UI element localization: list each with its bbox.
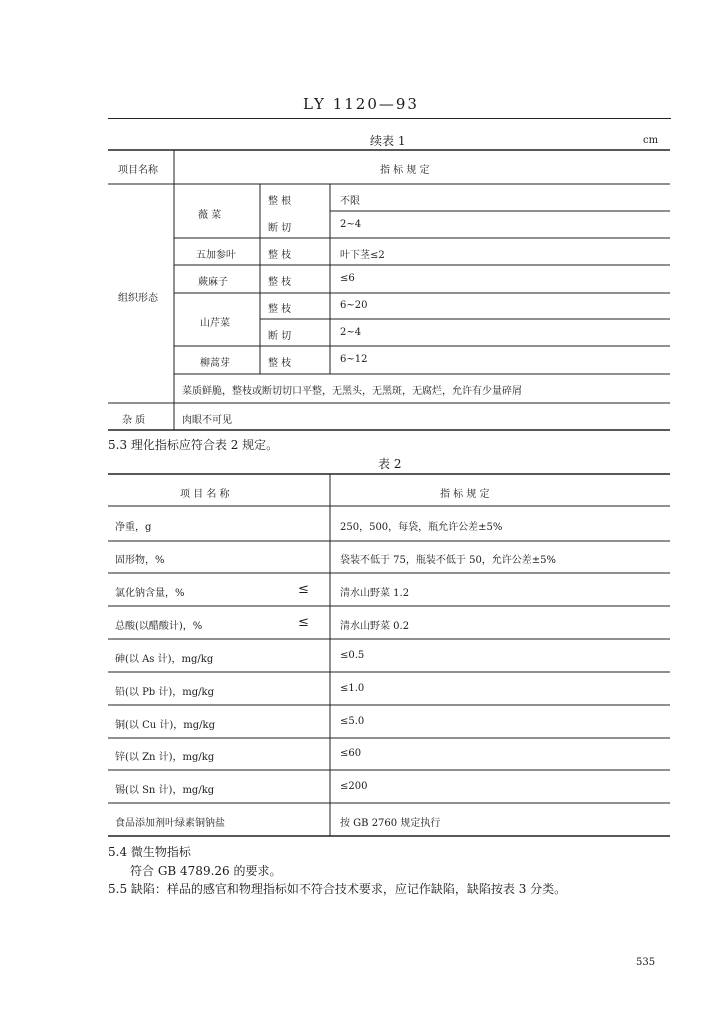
table1-row-value: 2~4: [340, 219, 362, 230]
table1-row-part: 断 切: [268, 331, 292, 342]
table1-unit: cm: [643, 135, 659, 146]
table2-caption: 表 2: [378, 457, 402, 471]
table2-row-item: 铜(以 Cu 计)，mg/kg: [115, 720, 215, 731]
table1-impurity-value: 肉眼不可见: [182, 415, 232, 426]
table1-row-part: 断 切: [268, 223, 292, 234]
table2-row-spec: ≤0.5: [340, 650, 365, 661]
table2-row-spec: 袋装不低于 75，瓶装不低于 50，允许公差±5%: [340, 555, 557, 566]
table1-row-value: 叶下茎≤2: [340, 250, 385, 261]
table2-row-symbol: ≤: [298, 615, 309, 630]
table1-row-value: 6~12: [340, 354, 368, 365]
section-5-4-text: 符合 GB 4789.26 的要求。: [130, 864, 282, 878]
section-5-3: 5.3 理化指标应符合表 2 规定。: [108, 438, 279, 452]
table2-row-item: 砷(以 As 计)，mg/kg: [115, 654, 214, 665]
table1-row-value: 2~4: [340, 327, 362, 338]
table1-caption: 续表 1: [370, 134, 406, 148]
table2-row-spec: 清水山野菜 0.2: [340, 621, 410, 632]
table1-row-value: 6~20: [340, 300, 368, 311]
table2-row-item: 锡(以 Sn 计)，mg/kg: [115, 785, 215, 796]
table2-row-item: 固形物，%: [115, 555, 165, 566]
table1-row-part: 整 枝: [268, 277, 292, 288]
table1-col-item: 项目名称: [118, 165, 158, 176]
table2-row-item: 氯化钠含量，%: [115, 588, 185, 599]
table2-row-item: 锌(以 Zn 计)，mg/kg: [115, 752, 215, 763]
table1-note: 菜质鲜脆，整枝或断切切口平整，无黑头，无黑斑，无腐烂，允许有少量碎屑: [182, 386, 522, 397]
table2-row-item: 净重，g: [115, 522, 152, 533]
table2-row-spec: ≤5.0: [340, 716, 365, 727]
table2-row-spec: 清水山野菜 1.2: [340, 588, 410, 599]
table2-row-item: 食品添加剂叶绿素铜钠盐: [115, 818, 225, 829]
table1-impurity-label: 杂 质: [122, 415, 146, 426]
table1-row-part: 整 枝: [268, 304, 292, 315]
table2-row-spec: ≤200: [340, 781, 368, 792]
table2-row-spec: 按 GB 2760 规定执行: [340, 818, 441, 829]
table1-row-part: 整 枝: [268, 358, 292, 369]
table2-col-item: 项 目 名 称: [180, 489, 230, 500]
table1-row-name: 柳蒿芽: [200, 358, 230, 369]
table1-row-name: 山芹菜: [200, 318, 230, 329]
table2-col-spec: 指 标 规 定: [440, 489, 490, 500]
section-5-5: 5.5 缺陷：样品的感官和物理指标如不符合技术要求，应记作缺陷，缺陷按表 3 分类。: [108, 882, 567, 896]
section-5-4-title: 5.4 微生物指标: [108, 845, 191, 859]
table2-row-symbol: ≤: [298, 582, 309, 597]
table2-row-item: 总酸(以醋酸计)，%: [115, 621, 203, 632]
table1-row-name: 蕨麻子: [198, 277, 228, 288]
table1-row-value: 不限: [340, 196, 360, 207]
table1-row-name: 五加参叶: [196, 250, 236, 261]
table2-row-spec: 250，500，每袋，瓶允许公差±5%: [340, 522, 503, 533]
table2-row-spec: ≤1.0: [340, 683, 365, 694]
table1-row-name: 薇 菜: [198, 210, 222, 221]
table2-row-spec: ≤60: [340, 748, 362, 759]
table1-group-label: 组织形态: [118, 293, 158, 304]
table1-row-part: 整 根: [268, 196, 292, 207]
page-number: 535: [636, 957, 656, 968]
document-header: LY 1120—93: [303, 95, 419, 113]
table1-col-spec: 指 标 规 定: [380, 165, 430, 176]
table1-row-value: ≤6: [340, 273, 355, 284]
table1-row-part: 整 枝: [268, 250, 292, 261]
table2-row-item: 铅(以 Pb 计)，mg/kg: [115, 687, 215, 698]
